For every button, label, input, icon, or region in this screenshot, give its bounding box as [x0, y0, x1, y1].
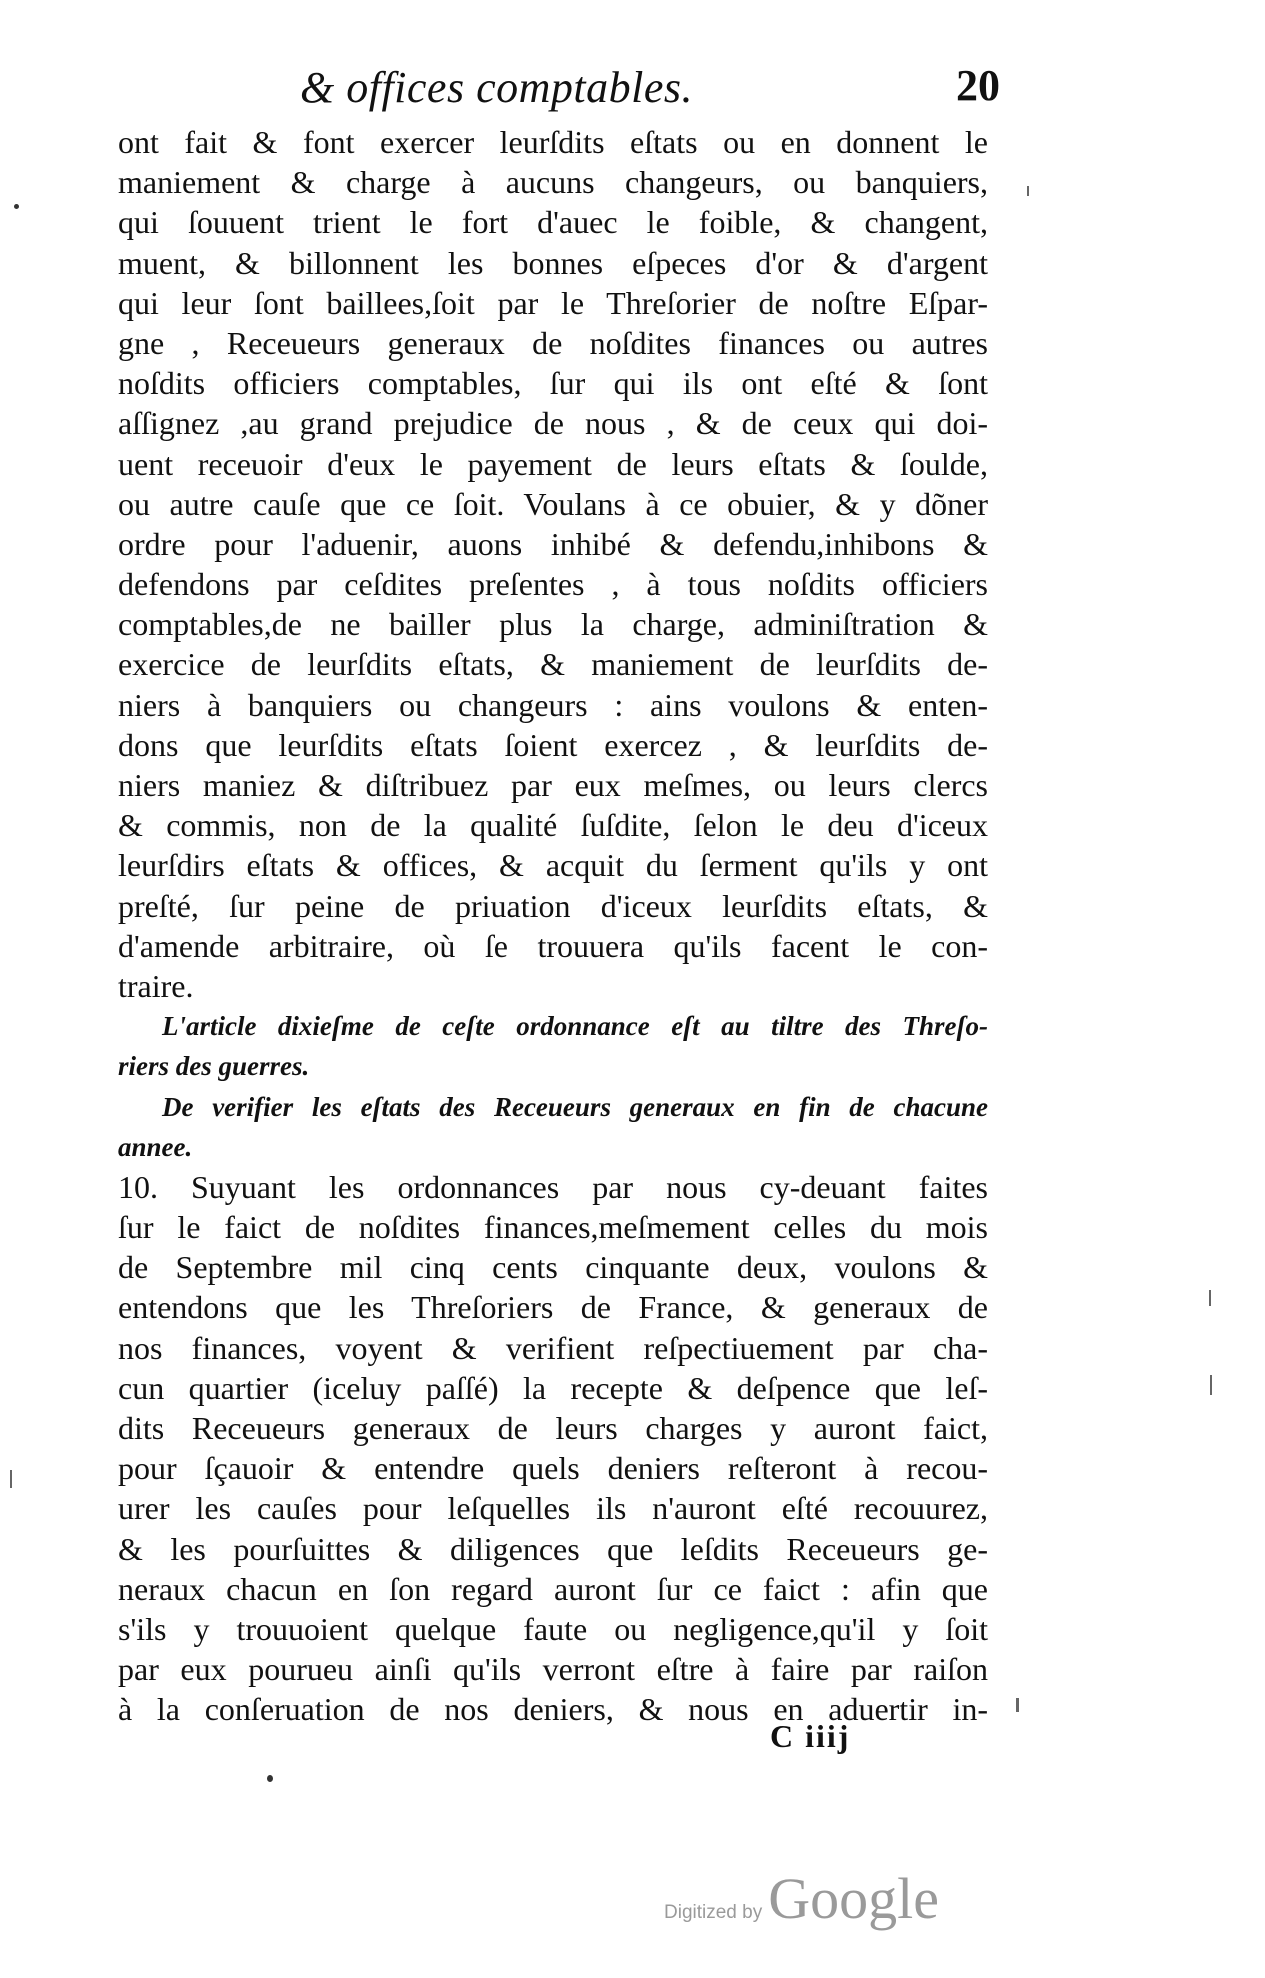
scan-mark	[10, 1470, 12, 1488]
body-line: de Septembre mil cinq cents cinquante deux, voulons &	[118, 1249, 988, 1286]
scan-mark	[1209, 1290, 1211, 1306]
body-line: & commis, non de la qualité ſuſdite, ſelon le deu d'iceux	[118, 807, 988, 844]
body-line: exercice de leurſdits eſtats, & maniement de leurſdits de-	[118, 646, 988, 683]
body-line: par eux pourueu ainſi qu'ils verront eſtre à faire par raiſon	[118, 1651, 988, 1688]
body-line: entendons que les Threſoriers de France, & generaux de	[118, 1289, 988, 1326]
body-line: preſté, ſur peine de priuation d'iceux leurſdits eſtats, &	[118, 887, 988, 924]
scan-speck	[267, 1775, 273, 1782]
running-title: & offices comptables.	[300, 63, 693, 112]
text-block	[118, 122, 988, 1730]
body-line: dits Receueurs generaux de leurs charges y auront faict,	[118, 1410, 988, 1446]
body-line: gne , Receueurs generaux de noſdites finances ou autres	[118, 324, 988, 361]
body-line: à la conſeruation de nos deniers, & nous en aduertir in-	[118, 1691, 988, 1728]
body-line: niers à banquiers ou changeurs : ains voulons & enten-	[118, 686, 988, 723]
body-line: niers maniez & diſtribuez par eux meſmes, ou leurs clercs	[118, 767, 988, 803]
body-line: defendons par ceſdites preſentes , à tous noſdits officiers	[118, 566, 988, 603]
body-line: ont fait & font exercer leurſdits eſtats ou en donnent le	[118, 124, 988, 160]
section-heading-line: annee.	[118, 1131, 193, 1162]
body-line: traire.	[118, 967, 194, 1004]
signature-mark: C iiij	[770, 1718, 851, 1754]
body-line: ou autre cauſe que ce ſoit. Voulans à ce obuier, & y dõner	[118, 485, 988, 522]
body-line: neraux chacun en ſon regard auront ſur ce faict : afin que	[118, 1570, 988, 1607]
body-line: urer les cauſes pour leſquelles ils n'auront eſté recouurez,	[118, 1490, 988, 1527]
section-heading-line: De verifier les eſtats des Receueurs generaux en fin de chacune	[162, 1091, 988, 1122]
watermark-small-text: Digitized by	[664, 1902, 763, 1923]
body-line: muent, & billonnent les bonnes eſpeces d'or & d'argent	[118, 244, 988, 281]
body-line: d'amende arbitraire, où ſe trouuera qu'ils facent le con-	[118, 927, 988, 964]
body-line: comptables,de ne bailler plus la charge, adminiſtration &	[118, 606, 988, 643]
page-number: 20	[956, 61, 1000, 110]
watermark-logo-text: Google	[768, 1866, 939, 1931]
scan-speck	[14, 204, 19, 209]
body-line: & les pourſuittes & diligences que leſdits Receueurs ge-	[118, 1530, 988, 1567]
body-line: s'ils y trouuoient quelque faute ou negligence,qu'il y ſoit	[118, 1610, 988, 1647]
body-line: maniement & charge à aucuns changeurs, ou banquiers,	[118, 164, 988, 201]
scan-mark	[1027, 186, 1029, 196]
body-line: cun quartier (iceluy paſſé) la recepte & deſpence que leſ-	[118, 1369, 988, 1406]
body-line: aſſignez ,au grand prejudice de nous , & de ceux qui doi-	[118, 405, 988, 442]
body-line: qui leur ſont baillees,ſoit par le Threſorier de noſtre Eſpar-	[118, 284, 988, 321]
body-line: qui ſouuent trient le fort d'auec le foible, & changent,	[118, 204, 988, 241]
body-line: uent receuoir d'eux le payement de leurs eſtats & ſoulde,	[118, 445, 988, 482]
body-line: leurſdirs eſtats & offices, & acquit du ſerment qu'ils y ont	[118, 847, 988, 884]
running-head	[300, 62, 1000, 122]
body-line: 10. Suyuant les ordonnances par nous cy-deuant faites	[118, 1168, 988, 1205]
scan-mark	[1016, 1698, 1019, 1712]
body-line: ordre pour l'aduenir, auons inhibé & defendu,inhibons &	[118, 525, 988, 562]
digitization-watermark	[664, 1865, 939, 1932]
body-line: noſdits officiers comptables, ſur qui ils ont eſté & ſont	[118, 365, 988, 402]
body-line: ſur le faict de noſdites finances,meſmement celles du mois	[118, 1209, 988, 1246]
body-line: pour ſçauoir & entendre quels deniers reſteront à recou-	[118, 1450, 988, 1487]
section-heading-line: riers des guerres.	[118, 1051, 310, 1082]
body-line: dons que leurſdits eſtats ſoient exercez , & leurſdits de-	[118, 726, 988, 763]
body-line: nos finances, voyent & verifient reſpectiuement par cha-	[118, 1329, 988, 1366]
scan-mark	[1210, 1375, 1212, 1395]
section-heading-line: L'article dixieſme de ceſte ordonnance eſt au tiltre des Threſo-	[162, 1011, 988, 1042]
